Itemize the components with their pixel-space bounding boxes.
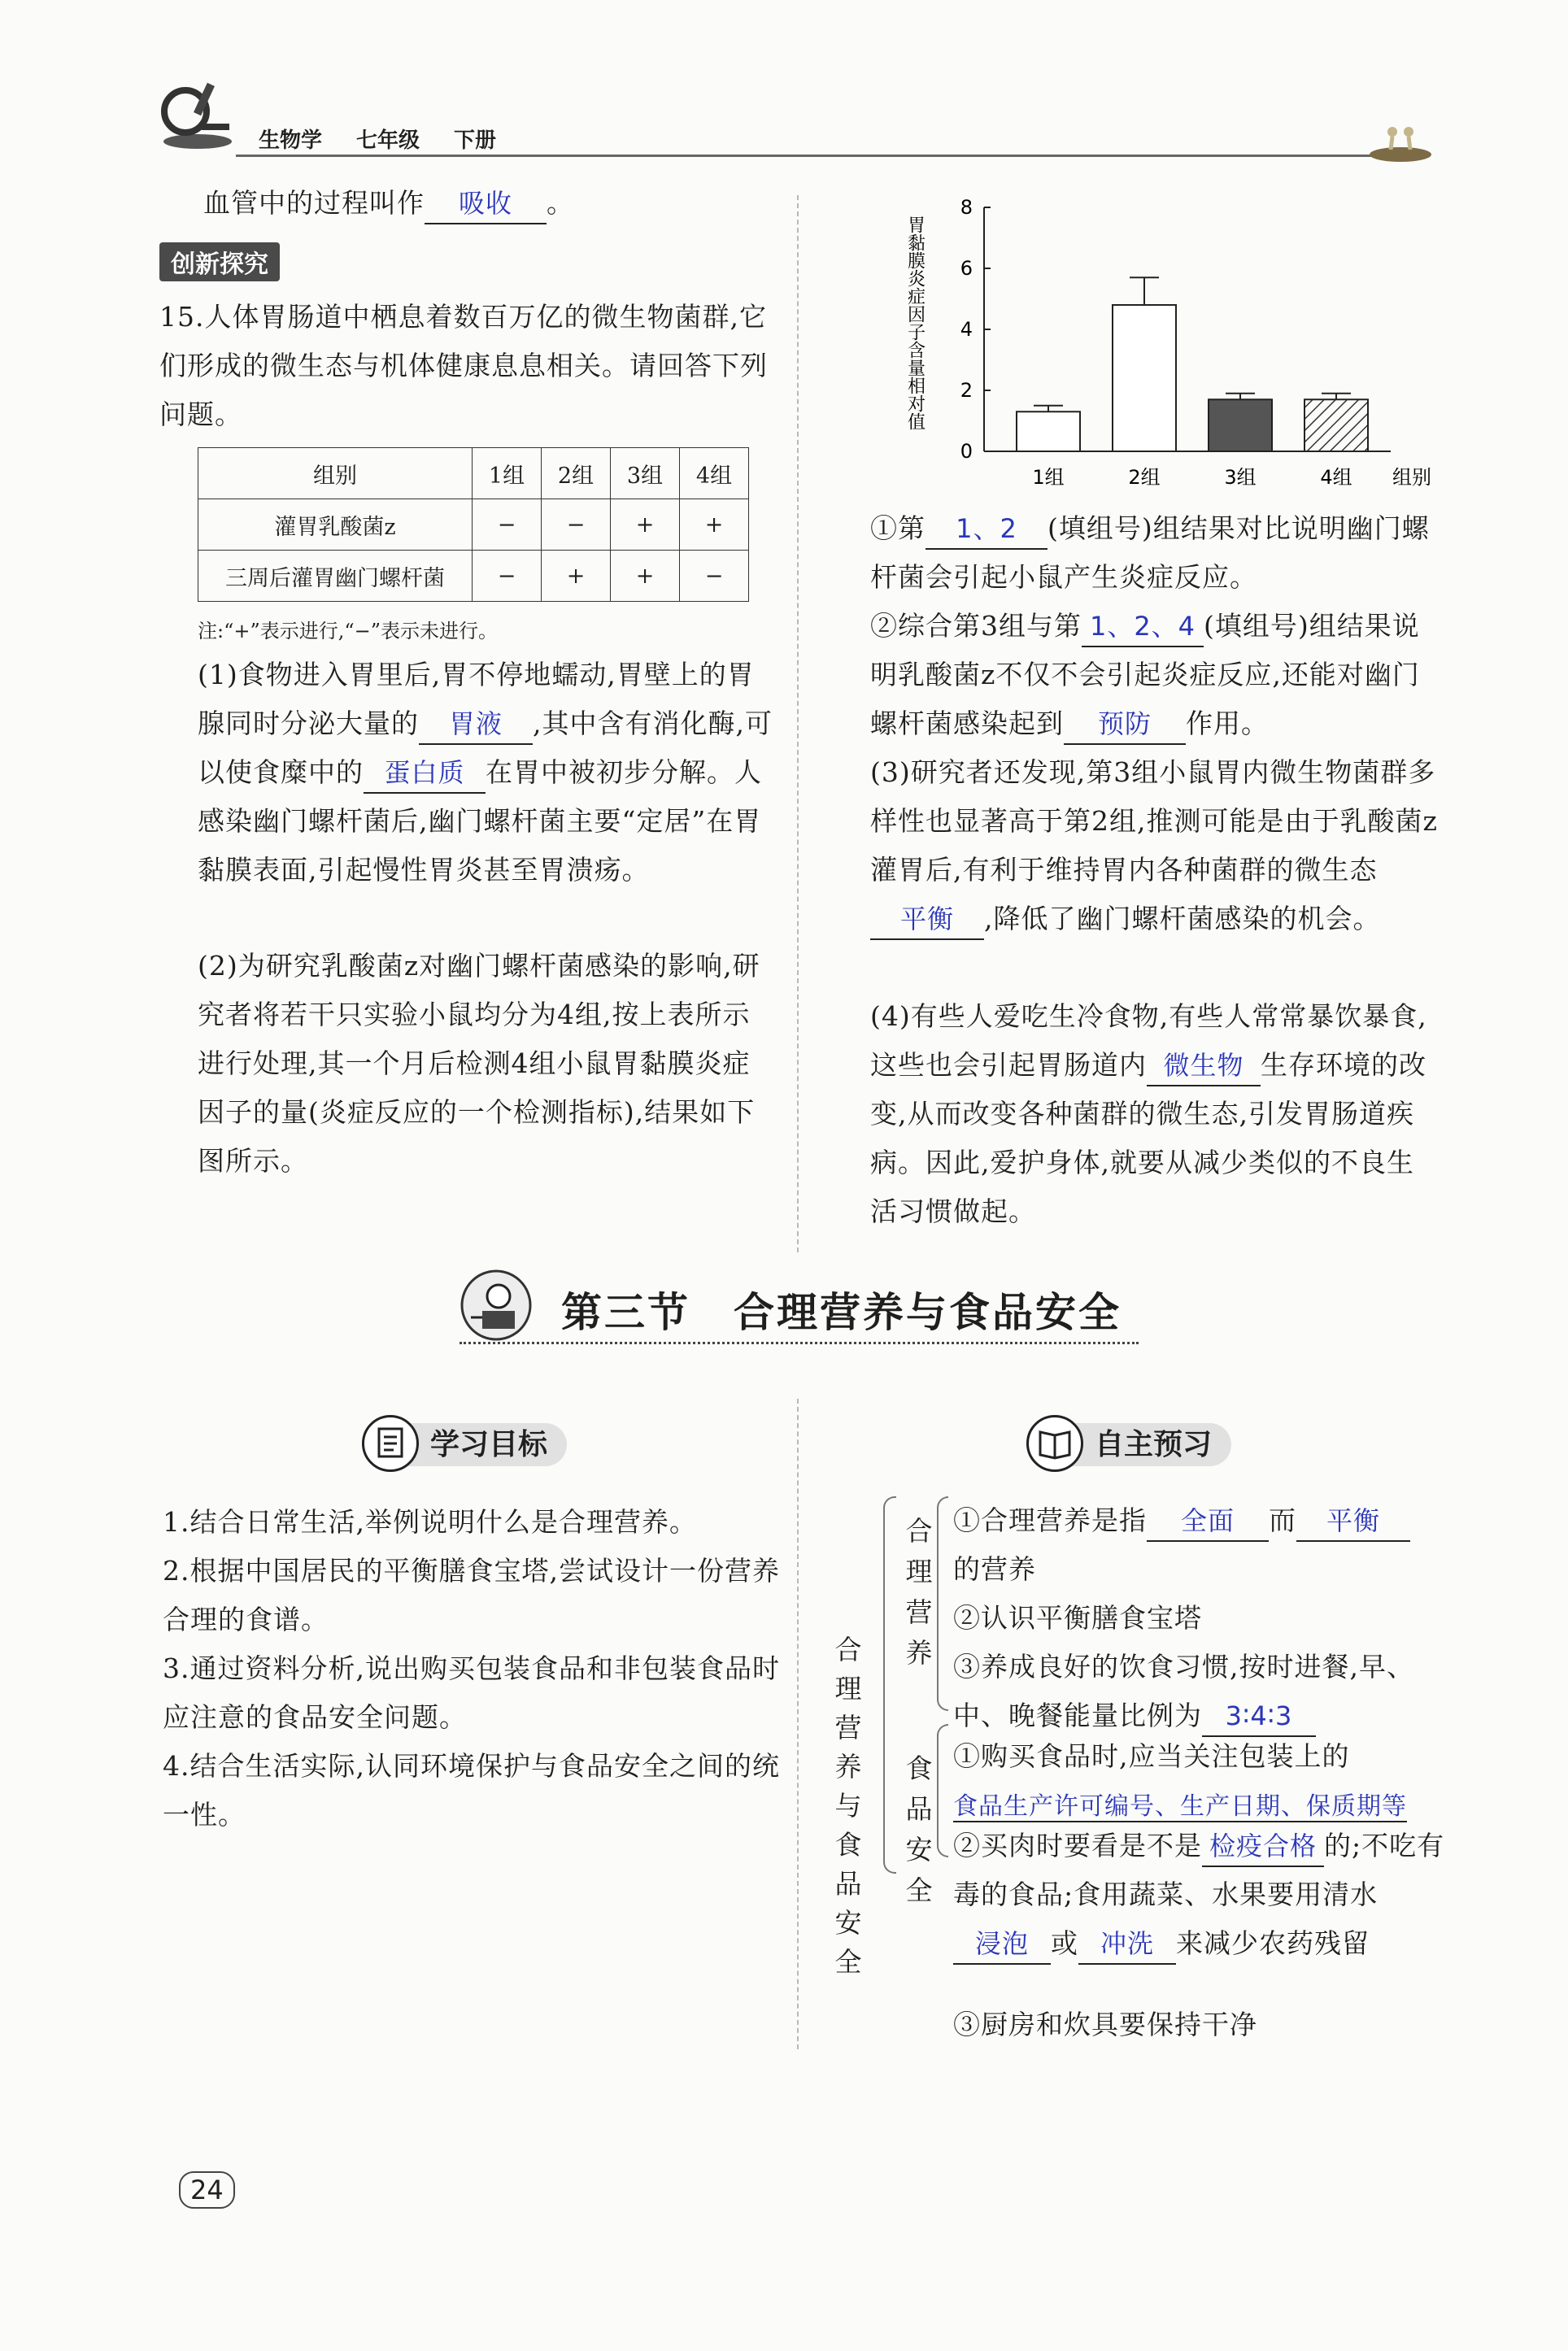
header-logo (153, 75, 234, 156)
q15-part2: (2)为研究乳酸菌z对幽门螺杆菌感染的影响,研究者将若干只实验小鼠均分为4组,按上表所示进行处理,其一个月后检测4组小鼠胃黏膜炎症因子的量(炎症反应的一个检测指标),结果如下图所示。 (198, 950, 760, 1177)
answer-groups-1-2-4[interactable]: 1、2、4 (1082, 610, 1204, 647)
p1-text-c: 在胃中被初步分解。人感染幽门螺杆菌后,幽门螺杆菌主要“定居”在胃黏膜表面,引起慢性胃炎甚至胃溃疡。 (198, 756, 762, 886)
safety-item-3: ③厨房和炊具要保持干净 (953, 2009, 1257, 2040)
innovation-badge (159, 242, 280, 281)
table-note: 注:“+”表示进行,“−”表示未进行。 (198, 620, 499, 642)
microscope-icon (153, 75, 234, 156)
top-left-suffix: 。 (547, 187, 574, 219)
y-tick-label: 0 (960, 440, 973, 463)
goals-title-box (362, 1421, 567, 1463)
table-cell: + (542, 551, 611, 602)
s1-text-a: ①购买食品时,应当关注包装上的 (953, 1740, 1350, 1772)
table-cell: + (611, 499, 680, 551)
table-header-cell: 4组 (680, 448, 749, 499)
y-tick-label: 2 (960, 379, 973, 402)
rq1-text-b: (填组号)组结果对比说明幽门螺杆菌会引起小鼠产生炎症反应。 (870, 512, 1430, 593)
safety-label: 食品安全 (905, 1752, 933, 1906)
answer-balance[interactable]: 平衡 (870, 903, 984, 940)
nutrition-item-2: ②认识平衡膳食宝塔 (953, 1602, 1202, 1634)
answer-rinse[interactable]: 冲洗 (1078, 1927, 1176, 1965)
goals-title: 学习目标 (362, 1423, 567, 1466)
y-tick-label: 4 (960, 318, 973, 341)
answer-balanced[interactable]: 平衡 (1296, 1504, 1410, 1542)
nutrition-label: 合理营养 (905, 1515, 933, 1669)
s2-text-d: 来减少农药残留 (1176, 1927, 1370, 1959)
people-ornament-icon (1368, 122, 1433, 163)
student-mascot-icon (460, 1269, 533, 1342)
header-grade: 七年级 (356, 128, 420, 153)
nutrition-bracket (937, 1496, 948, 1711)
p1-text-a: (1)食物进入胃里后,胃不停地蠕动,胃壁上的胃腺同时分泌大量的 (198, 659, 755, 739)
table-cell: + (680, 499, 749, 551)
rq4-text-a: (4)有些人爱吃生冷食物,有些人常常暴饮暴食,这些也会引起胃肠道内 (870, 1000, 1427, 1081)
answer-quarantine[interactable]: 检疫合格 (1202, 1830, 1324, 1867)
notebook-icon (362, 1415, 419, 1472)
answer-prevent[interactable]: 预防 (1064, 707, 1186, 745)
right-q2 (870, 602, 1440, 748)
map-main-label: 合理营养与食品安全 (834, 1634, 862, 1978)
page-number: 24 (179, 2171, 235, 2209)
p1-text-b: ,其中含有消化酶,可以使食糜中的 (198, 707, 773, 788)
x-tick-label: 1组 (1032, 466, 1065, 489)
rq2-text-a: ②综合第3组与第 (870, 610, 1082, 642)
n1-text-b: 而 (1269, 1504, 1296, 1536)
n3-text-a: ③养成良好的饮食习惯,按时进餐,早、中、晚餐能量比例为 (953, 1651, 1414, 1731)
q15-part1 (198, 651, 777, 895)
answer-groups-1-2[interactable]: 1、2 (926, 512, 1048, 550)
rq1-text-a: ①第 (870, 512, 926, 544)
answer-label-info[interactable]: 食品生产许可编号、生产日期、保质期等 (953, 1792, 1407, 1821)
x-axis-label: 组别 (1392, 466, 1431, 489)
answer-gastric-juice[interactable]: 胃液 (419, 707, 533, 745)
goal-item: 2.根据中国居民的平衡膳食宝塔,尝试设计一份营养合理的食谱。 (163, 1555, 780, 1635)
answer-microbe[interactable]: 微生物 (1147, 1049, 1261, 1086)
goal-item: 4.结合生活实际,认同环境保护与食品安全之间的统一性。 (163, 1750, 780, 1831)
table-header-cell: 1组 (473, 448, 542, 499)
preview-title-box (1026, 1421, 1231, 1463)
x-tick-label: 3组 (1224, 466, 1257, 489)
n1-text-a: ①合理营养是指 (953, 1504, 1147, 1536)
bar (1113, 305, 1176, 451)
nutrition-item-3 (953, 1643, 1441, 1740)
bar (1017, 411, 1080, 451)
table-row (198, 551, 749, 602)
rq2-text-b: (填组号)组结果说明乳酸菌z不仅不会引起炎症反应,还能对幽门螺杆菌感染起到 (870, 610, 1420, 739)
table-header-cell: 2组 (542, 448, 611, 499)
group-table (198, 447, 749, 602)
s2-text-b: 的;不吃有毒的食品;食用蔬菜、水果要用清水 (953, 1830, 1445, 1910)
y-tick-label: 8 (960, 196, 973, 219)
s2-text-c: 或 (1051, 1927, 1078, 1959)
table-cell: − (473, 551, 542, 602)
table-row (198, 499, 749, 551)
table-cell: − (542, 499, 611, 551)
section-title: 第三节 合理营养与食品安全 (561, 1288, 1122, 1336)
table-header-cell: 组别 (198, 448, 473, 499)
answer-ratio[interactable]: 3∶4∶3 (1202, 1700, 1316, 1737)
bar (1304, 399, 1368, 451)
y-tick-label: 6 (960, 257, 973, 280)
bar (1209, 399, 1272, 451)
header-ornament (1368, 122, 1433, 163)
table-header-cell: 3组 (611, 448, 680, 499)
table-cell: + (611, 551, 680, 602)
bar-chart (846, 187, 1448, 504)
q15-intro: 15.人体胃肠道中栖息着数百万亿的微生物菌群,它们形成的微生态与机体健康息息相关。请回答下列问题。 (159, 301, 768, 430)
preview-title: 自主预习 (1026, 1423, 1231, 1466)
answer-soak[interactable]: 浸泡 (953, 1927, 1051, 1965)
right-q1 (870, 504, 1440, 602)
y-axis-label: 胃黏膜炎症因子含量相对值 (904, 216, 926, 430)
s2-text-a: ②买肉时要看是不是 (953, 1830, 1202, 1861)
rq3-text-b: ,降低了幽门螺杆菌感染的机会。 (984, 903, 1381, 934)
rq3-text-a: (3)研究者还发现,第3组小鼠胃内微生物菌群多样性也显著高于第2组,推测可能是由于乳酸菌z灌胃后,有利于维持胃内各种菌群的微生态 (870, 756, 1438, 886)
x-tick-label: 2组 (1128, 466, 1161, 489)
right-q3 (870, 748, 1440, 943)
x-tick-label: 4组 (1320, 466, 1352, 489)
book-icon (1026, 1415, 1083, 1472)
chart-svg (846, 187, 1448, 504)
table-cell: − (473, 499, 542, 551)
section-title-underline (460, 1342, 1139, 1344)
column-divider-bottom (797, 1399, 799, 2049)
answer-protein[interactable]: 蛋白质 (364, 756, 486, 794)
right-q4 (870, 992, 1440, 1236)
column-divider-top (797, 195, 799, 1252)
section-mascot (460, 1269, 533, 1342)
main-bracket (883, 1496, 896, 1874)
rq4-text-b: 生存环境的改变,从而改变各种菌群的微生态,引发胃肠道疾病。因此,爱护身体,就要从减少类似的不良生活习惯做起。 (870, 1049, 1426, 1227)
goal-item: 1.结合日常生活,举例说明什么是合理营养。 (163, 1506, 697, 1538)
header-volume: 下册 (454, 128, 497, 153)
table-cell-label: 灌胃乳酸菌z (198, 499, 473, 551)
n1-text-c: 的营养 (953, 1553, 1036, 1585)
nutrition-item-1 (953, 1496, 1441, 1594)
top-left-prefix: 血管中的过程叫作 (203, 187, 425, 219)
header-subject: 生物学 (259, 128, 323, 153)
table-cell-label: 三周后灌胃幽门螺杆菌 (198, 551, 473, 602)
header-rule (236, 155, 1374, 157)
answer-absorb[interactable]: 吸收 (425, 187, 547, 224)
table-header-row (198, 448, 749, 499)
goal-item: 3.通过资料分析,说出购买包装食品和非包装食品时应注意的食品安全问题。 (163, 1652, 780, 1733)
safety-bracket (937, 1724, 948, 1857)
safety-item-1 (953, 1732, 1457, 1831)
badge-label: 创新探究 (171, 250, 268, 279)
answer-comprehensive[interactable]: 全面 (1147, 1504, 1269, 1542)
rq2-text-c: 作用。 (1186, 707, 1269, 739)
goals-list (163, 1498, 781, 1839)
table-cell: − (680, 551, 749, 602)
safety-item-2 (953, 1822, 1449, 1968)
top-left-line (203, 179, 574, 228)
